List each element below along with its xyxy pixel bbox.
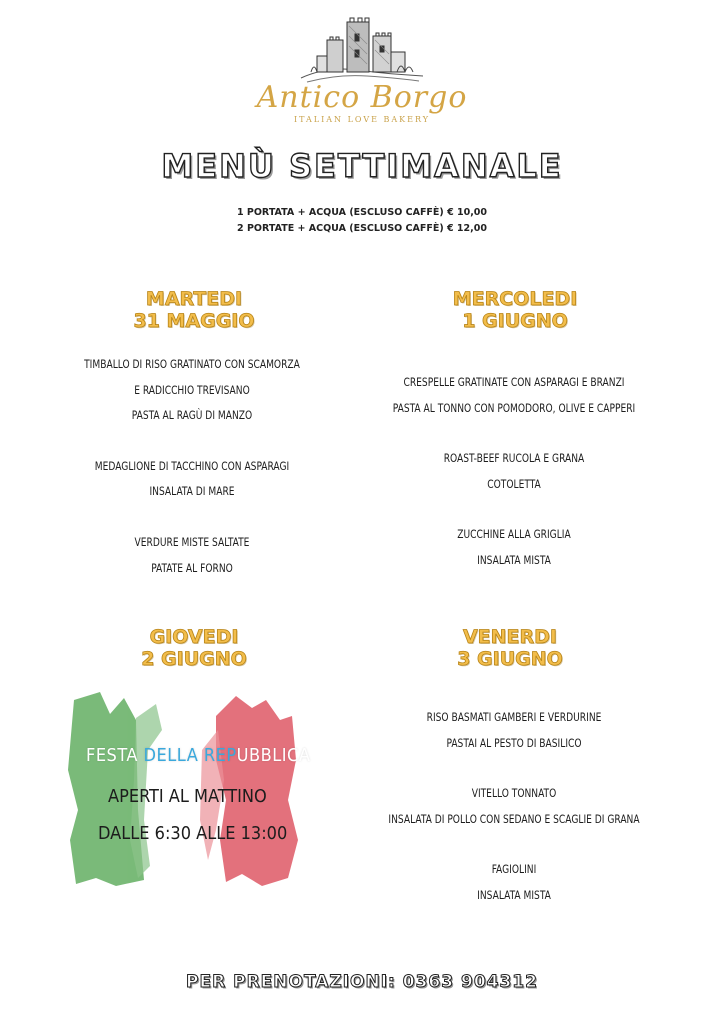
- day-date: 1 GIUGNO: [462, 310, 568, 332]
- dish-item: INSALATA MISTA: [477, 887, 551, 902]
- logo: [0, 12, 724, 124]
- day-name: GIOVEDI: [149, 626, 239, 648]
- day-heading-thursday: [64, 626, 324, 670]
- holiday-title: FESTA DELLA REPUBBLICA: [86, 745, 311, 766]
- holiday-opening: APERTI AL MATTINO: [108, 786, 267, 807]
- holiday-hours: DALLE 6:30 ALLE 13:00: [98, 823, 288, 844]
- brand-tagline: ITALIAN LOVE BAKERY: [293, 115, 431, 124]
- day-date: 31 MAGGIO: [133, 310, 255, 332]
- dish-list-wednesday: [334, 370, 694, 574]
- dish-item: INSALATA MISTA: [477, 552, 551, 567]
- price-two-courses: 2 PORTATE + ACQUA (ESCLUSO CAFFÈ) € 12,00: [237, 223, 487, 234]
- day-date: 3 GIUGNO: [457, 648, 563, 670]
- day-heading-wednesday: [385, 288, 645, 332]
- day-date: 2 GIUGNO: [141, 648, 247, 670]
- dish-item: TIMBALLO DI RISO GRATINATO CON SCAMORZA: [84, 357, 300, 371]
- dish-list-tuesday: [12, 352, 372, 581]
- dish-item: PATATE AL FORNO: [151, 560, 233, 575]
- day-name: MARTEDI: [145, 288, 243, 310]
- dish-item: CRESPELLE GRATINATE CON ASPARAGI E BRANZI: [403, 375, 625, 389]
- dish-item: VERDURE MISTE SALTATE: [134, 534, 250, 549]
- day-name: MERCOLEDI: [452, 288, 578, 310]
- day-heading-friday: [380, 626, 640, 670]
- reservation-phone: PER PRENOTAZIONI: 0363 904312: [186, 972, 538, 992]
- dish-item: ROAST-BEEF RUCOLA E GRANA: [443, 451, 585, 466]
- dish-item: ZUCCHINE ALLA GRIGLIA: [457, 527, 571, 542]
- dish-item: VITELLO TONNATO: [471, 786, 557, 801]
- day-name: VENERDI: [462, 626, 558, 648]
- page-title: MENÙ SETTIMANALE: [161, 147, 563, 185]
- dish-item: PASTAI AL PESTO DI BASILICO: [446, 735, 582, 750]
- dish-item: PASTA AL TONNO CON POMODORO, OLIVE E CAPPERI: [392, 400, 636, 415]
- brand-name: Antico Borgo: [256, 80, 468, 115]
- price-list: [0, 205, 724, 237]
- price-one-course: 1 PORTATA + ACQUA (ESCLUSO CAFFÈ) € 10,00: [236, 207, 488, 218]
- dish-item: PASTA AL RAGÙ DI MANZO: [131, 408, 253, 423]
- dish-item: E RADICCHIO TREVISANO: [134, 382, 250, 397]
- dish-item: INSALATA DI MARE: [149, 484, 235, 499]
- dish-item: COTOLETTA: [487, 476, 541, 491]
- castle-icon: [297, 12, 427, 84]
- dish-list-friday: [334, 705, 694, 909]
- dish-item: FAGIOLINI: [491, 862, 537, 877]
- dish-item: MEDAGLIONE DI TACCHINO CON ASPARAGI: [94, 458, 290, 473]
- day-heading-tuesday: [64, 288, 324, 332]
- dish-item: INSALATA DI POLLO CON SEDANO E SCAGLIE DI GRANA: [388, 811, 640, 826]
- dish-item: RISO BASMATI GAMBERI E VERDURINE: [426, 710, 602, 724]
